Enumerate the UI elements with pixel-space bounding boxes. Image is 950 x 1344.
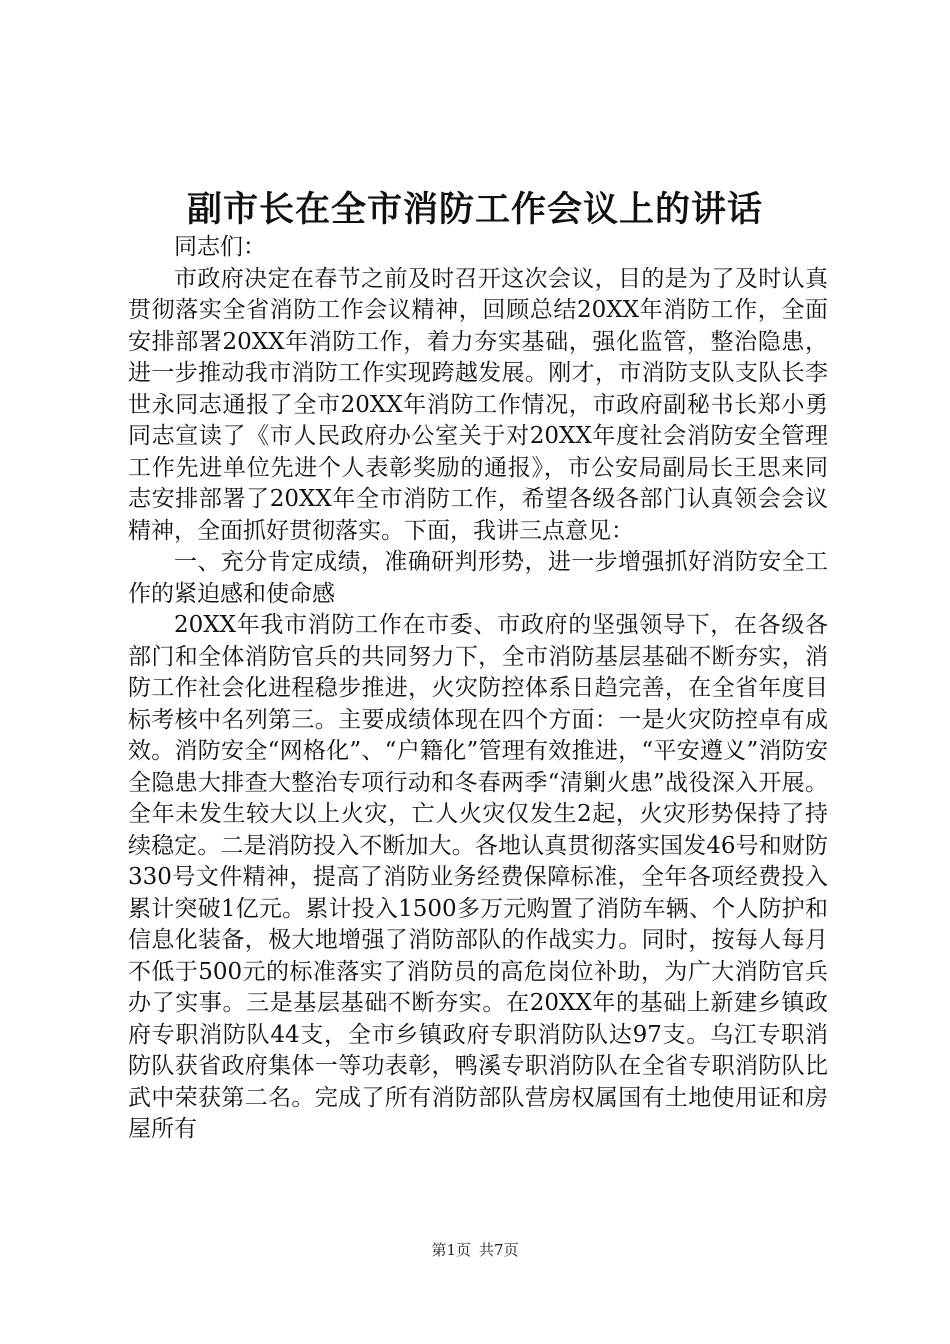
page-footer bbox=[0, 1240, 950, 1260]
salutation-paragraph: 同志们： bbox=[174, 234, 266, 260]
page-number: 第1页 bbox=[431, 1241, 471, 1259]
section-heading: 一、充分肯定成绩，准确研判形势，进一步增强抓好消防安全工作的紧迫感和使命感 bbox=[128, 549, 828, 607]
body-paragraph: 20XX年我市消防工作在市委、市政府的坚强领导下，在各级各部门和全体消防官兵的共同努力下，全市消防基层基础不断夯实，消防工作社会化进程稳步推进，火灾防控体系日趋完善，在全省年度目标考核中名列第三。主要成绩体现在四个方面：一是火灾防控卓有成效。消防安全“网格化”、“户籍化”管理有效推进，“平安遵义”消防安全隐患大排查大整治专项行动和冬春两季“清剿火患”战役深入开展。全年未发生较大以上火灾，亡人火灾仅发生2起，火灾形势保持了持续稳定。二是消防投入不断加大。各地认真贯彻落实国发46号和财防330号文件精神，提高了消防业务经费保障标准，全年各项经费投入累计突破1亿元。累计投入1500多万元购置了消防车辆、个人防护和信息化装备，极大地增强了消防部队的作战实力。同时，按每人每月不低于500元的标准落实了消防员的高危岗位补助，为广大消防官兵办了实事。三是基层基础不断夯实。在20XX年的基础上新建乡镇政府专职消防队44支，全市乡镇政府专职消防队达97支。乌江专职消防队获省政府集体一等功表彰，鸭溪专职消防队在全省专职消防队比武中荣获第二名。完成了所有消防部队营房权属国有土地使用证和房屋所有 bbox=[128, 612, 828, 1142]
body-paragraph: 市政府决定在春节之前及时召开这次会议，目的是为了及时认真贯彻落实全省消防工作会议精神，回顾总结20XX年消防工作，全面安排部署20XX年消防工作，着力夯实基础，强化监管，整治隐患，进一步推动我市消防工作实现跨越发展。刚才，市消防支队支队长李世永同志通报了全市20XX年消防工作情况，市政府副秘书长郑小勇同志宣读了《市人民政府办公室关于对20XX年度社会消防安全管理工作先进单位先进个人表彰奖励的通报》，市公安局副局长王思来同志安排部署了20XX年全市消防工作，希望各级各部门认真领会会议精神，全面抓好贯彻落实。下面，我讲三点意见： bbox=[128, 265, 828, 544]
document-title: 副市长在全市消防工作会议上的讲话 bbox=[186, 189, 763, 230]
page-total: 共7页 bbox=[479, 1241, 519, 1259]
document-body bbox=[128, 232, 828, 1146]
